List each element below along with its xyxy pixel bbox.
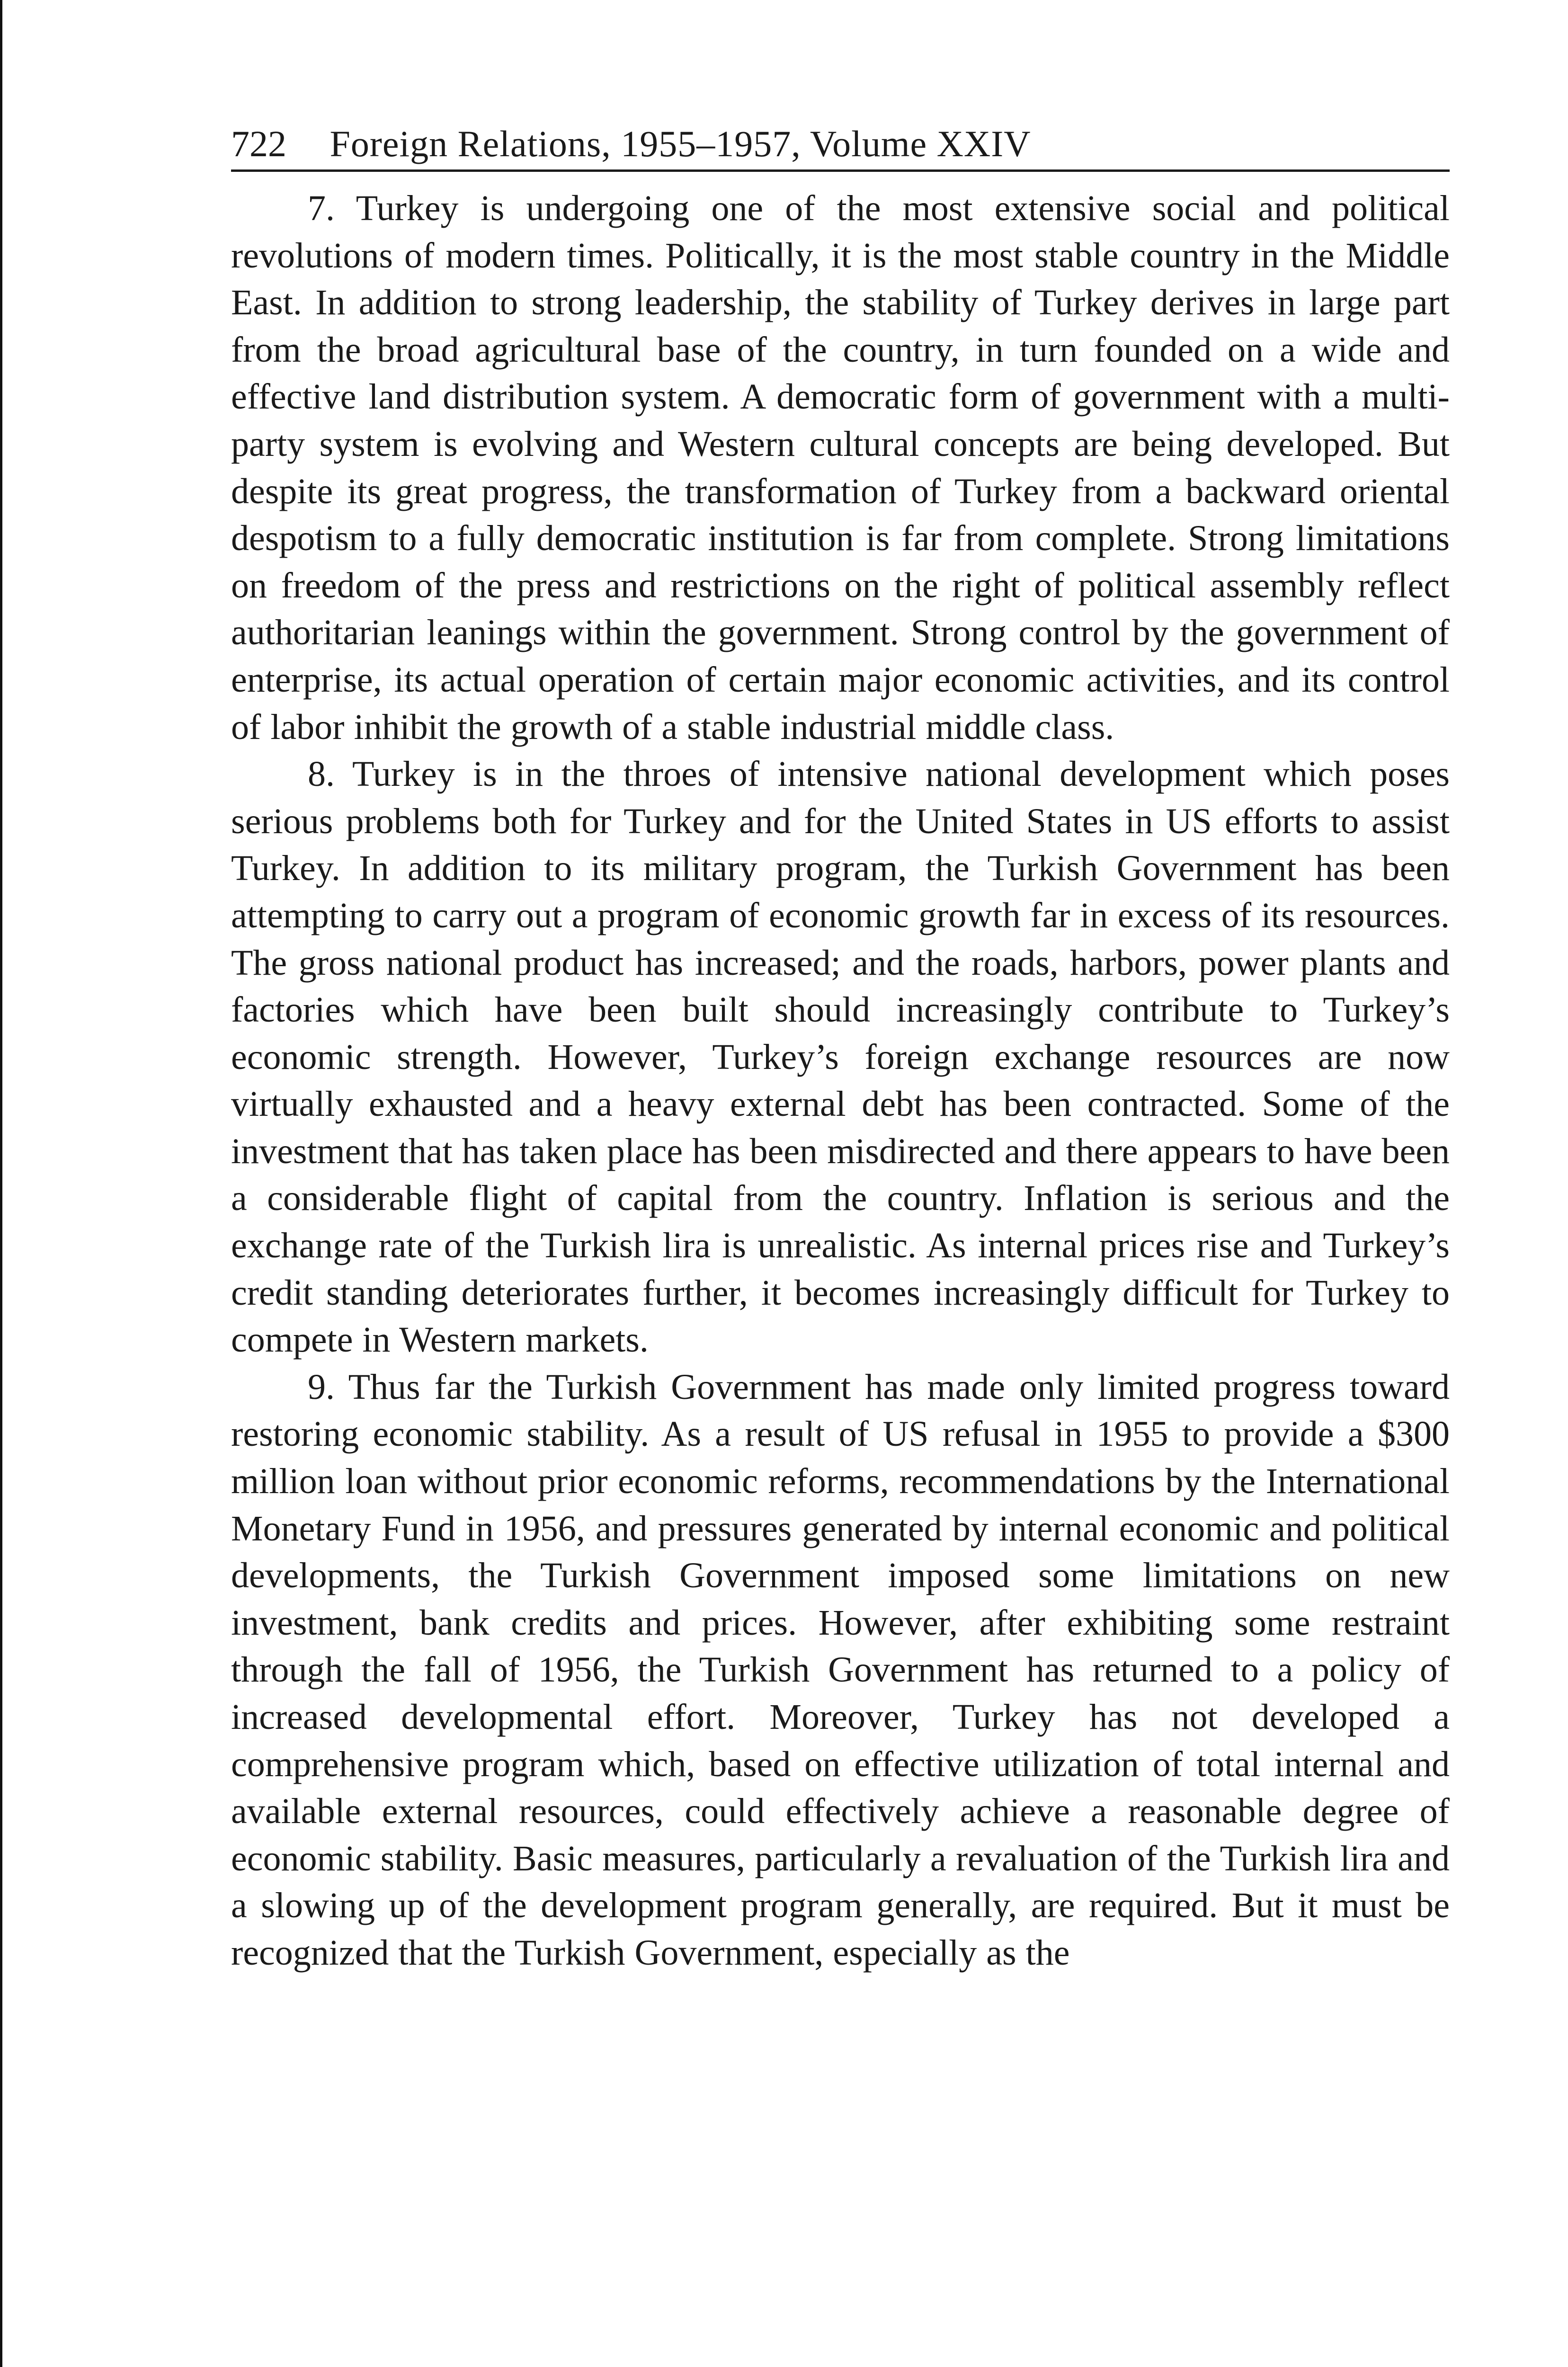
paragraph-7: 7. Turkey is undergoing one of the most extensive social and political revolutions of modern times. Politically, it is the most stable country in the Middle East. In addition to strong leadership, the stability of Turkey derives in large part from the broad agricultural base of the country, in turn founded on a wide and effective land distribution system. A democratic form of government with a multi-party system is evolving and Western cultural concepts are being developed. But despite its great progress, the transformation of Turkey from a backward oriental despotism to a fully democratic institution is far from complete. Strong limitations on freedom of the press and restrictions on the right of political assembly reflect authoritarian leanings within the government. Strong control by the government of enterprise, its actual operation of certain major economic activities, and its control of labor inhibit the growth of a stable industrial middle class.: [231, 188, 1450, 747]
paragraph-8: 8. Turkey is in the throes of intensive national development which poses serious problems both for Turkey and for the United States in US efforts to assist Turkey. In addition to its military program, the Turkish Government has been attempting to carry out a program of economic growth far in excess of its resources. The gross national product has increased; and the roads, harbors, power plants and factories which have been built should increasingly contribute to Turkey’s economic strength. However, Turkey’s foreign exchange resources are now virtually exhausted and a heavy external debt has been contracted. Some of the investment that has taken place has been misdirected and there appears to have been a considerable flight of capital from the country. Inflation is serious and the exchange rate of the Turkish lira is unrealistic. As internal prices rise and Turkey’s credit standing deteriorates further, it becomes increasingly difficult for Turkey to compete in Western markets.: [231, 754, 1450, 1360]
running-head-title: Foreign Relations, 1955–1957, Volume XXIV: [330, 123, 1031, 164]
paragraph-9: 9. Thus far the Turkish Government has made only limited progress toward restoring economic stability. As a result of US refusal in 1955 to provide a $300 million loan without prior economic reforms, recommendations by the International Monetary Fund in 1956, and pressures generated by internal economic and political developments, the Turkish Government imposed some limitations on new investment, bank credits and prices. However, after exhibiting some restraint through the fall of 1956, the Turkish Government has returned to a policy of increased developmental effort. Moreover, Turkey has not developed a comprehensive program which, based on effective utilization of total internal and available external resources, could effectively achieve a reasonable degree of economic stability. Basic measures, particularly a revaluation of the Turkish lira and a slowing up of the development program generally, are required. But it must be recognized that the Turkish Government, especially as the: [231, 1367, 1450, 1973]
body-text: [231, 185, 1450, 1977]
running-head: [231, 118, 1450, 172]
scan-edge: [0, 0, 2, 2367]
page-number: 722: [231, 123, 286, 164]
document-page: [231, 118, 1450, 1977]
